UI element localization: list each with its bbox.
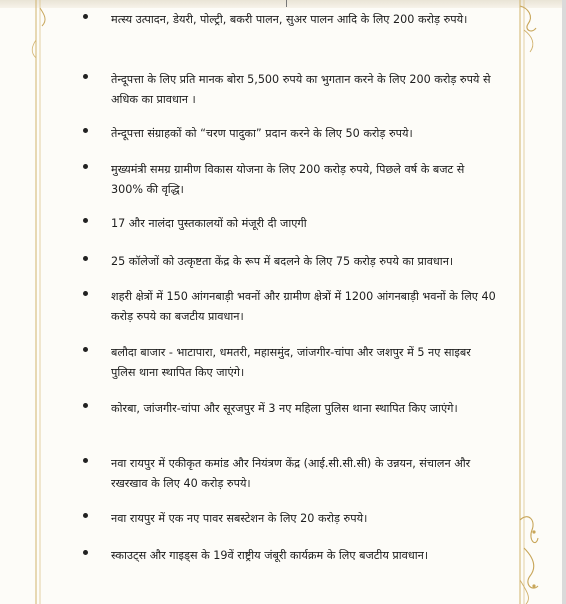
bullet-icon [83, 218, 88, 223]
list-item-text: मत्स्य उत्पादन, डेयरी, पोल्ट्री, बकरी पालन, सुअर पालन आदि के लिए 200 करोड़ रुपये। [111, 13, 468, 26]
bullet-icon [83, 256, 88, 261]
list-item-text: 17 और नालंदा पुस्तकालयों को मंजूरी दी जाएगी [111, 217, 307, 230]
bullet-icon [83, 403, 88, 408]
list-item-text: कोरबा, जांजगीर-चांपा और सूरजपुर में 3 नए महिला पुलिस थाना स्थापित किए जाएंगे। [111, 402, 458, 415]
bullet-icon [83, 164, 88, 169]
list-item-text: शहरी क्षेत्रों में 150 आंगनबाड़ी भवनों और ग्रामीण क्षेत्रों में 1200 आंगनबाड़ी भवनों के लिए 40 करोड़ रुपये का बजटीय प्रावधान। [111, 290, 496, 323]
bullet-icon [83, 550, 88, 555]
list-item-text: तेन्दूपत्ता संग्राहकों को “चरण पादुका” प्रदान करने के लिए 50 करोड़ रुपये। [111, 127, 413, 140]
list-item-text: तेन्दूपत्ता के लिए प्रति मानक बोरा 5,500 रुपये का भुगतान करने के लिए 200 करोड़ रुपये से अधिक का प्रावधान । [111, 73, 491, 106]
list-item-text: 25 कॉलेजों को उत्कृष्टता केंद्र के रूप में बदलने के लिए 75 करोड़ रुपये का प्रावधान। [111, 255, 454, 268]
list-item-text: नवा रायपुर में एक नए पावर सबस्टेशन के लिए 20 करोड़ रुपये। [111, 512, 368, 525]
bullet-icon [83, 513, 88, 518]
bullet-icon [83, 458, 88, 463]
bullet-icon [83, 14, 88, 19]
list-item-text: बलौदा बाजार - भाटापारा, धमतरी, महासमुंद, जांजगीर-चांपा और जशपुर में 5 नए साइबर पुलिस थाना स्थापित किए जाएंगे। [111, 346, 471, 379]
list-item-text: नवा रायपुर में एकीकृत कमांड और नियंत्रण केंद्र (आई.सी.सी.सी) के उन्नयन, संचालन और रखरखाव के लिए 40 करोड़ रुपये। [111, 457, 471, 490]
list-item-text: स्काउट्स और गाइड्स के 19वें राष्ट्रीय जंबूरी कार्यक्रम के लिए बजटीय प्रावधान। [111, 549, 429, 562]
bullet-icon [83, 347, 88, 352]
bullet-icon [83, 128, 88, 133]
bullet-icon [83, 74, 88, 79]
list-item-text: मुख्यमंत्री समग्र ग्रामीण विकास योजना के लिए 200 करोड़ रुपये, पिछले वर्ष के बजट से 300% की वृद्धि। [111, 163, 465, 196]
bullet-icon [83, 291, 88, 296]
